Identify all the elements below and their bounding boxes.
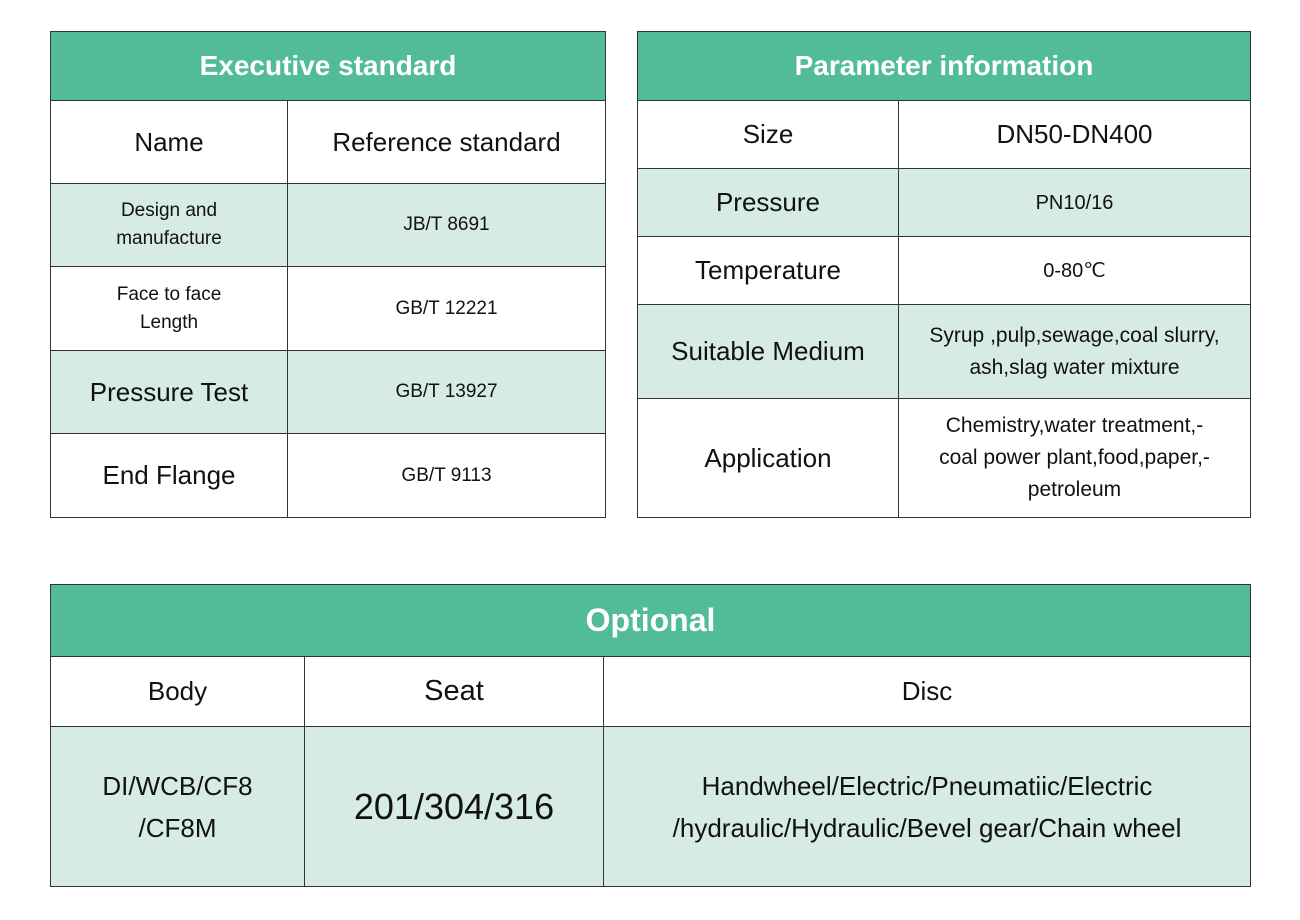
optional-disc-value: Handwheel/Electric/Pneumatiic/Electric /hydraulic/Hydraulic/Bevel gear/Chain wheel xyxy=(604,727,1251,887)
parameter-information-table xyxy=(637,31,1251,518)
executive-col-name: Name xyxy=(51,101,288,184)
optional-body-value: DI/WCB/CF8 /CF8M xyxy=(51,727,305,887)
parameter-value: PN10/16 xyxy=(899,169,1251,237)
table-row xyxy=(51,184,606,267)
executive-row-ref: GB/T 9113 xyxy=(288,434,606,518)
parameter-label: Temperature xyxy=(638,237,899,305)
parameter-value: 0-80℃ xyxy=(899,237,1251,305)
optional-col-disc: Disc xyxy=(604,657,1251,727)
executive-row-name: Face to face Length xyxy=(51,267,288,351)
executive-standard-table xyxy=(50,31,606,518)
executive-row-name: Design and manufacture xyxy=(51,184,288,267)
optional-title: Optional xyxy=(51,585,1251,657)
optional-table xyxy=(50,584,1251,887)
table-row xyxy=(638,101,1251,169)
table-row xyxy=(51,267,606,351)
table-row xyxy=(638,237,1251,305)
table-row xyxy=(51,434,606,518)
table-row xyxy=(638,305,1251,399)
executive-row-name: Pressure Test xyxy=(51,351,288,434)
parameter-label: Pressure xyxy=(638,169,899,237)
executive-col-reference: Reference standard xyxy=(288,101,606,184)
executive-row-ref: JB/T 8691 xyxy=(288,184,606,267)
parameter-value: Syrup ,pulp,sewage,coal slurry, ash,slag water mixture xyxy=(899,305,1251,399)
table-row xyxy=(51,351,606,434)
optional-col-seat: Seat xyxy=(305,657,604,727)
parameter-information-title: Parameter information xyxy=(638,32,1251,101)
executive-row-ref: GB/T 12221 xyxy=(288,267,606,351)
executive-row-ref: GB/T 13927 xyxy=(288,351,606,434)
parameter-value: Chemistry,water treatment,- coal power plant,food,paper,- petroleum xyxy=(899,399,1251,518)
executive-row-name: End Flange xyxy=(51,434,288,518)
table-row xyxy=(638,399,1251,518)
optional-seat-value: 201/304/316 xyxy=(305,727,604,887)
executive-standard-title: Executive standard xyxy=(51,32,606,101)
table-row xyxy=(638,169,1251,237)
parameter-label: Size xyxy=(638,101,899,169)
parameter-label: Application xyxy=(638,399,899,518)
optional-col-body: Body xyxy=(51,657,305,727)
parameter-value: DN50-DN400 xyxy=(899,101,1251,169)
table-row xyxy=(51,727,1251,887)
parameter-label: Suitable Medium xyxy=(638,305,899,399)
